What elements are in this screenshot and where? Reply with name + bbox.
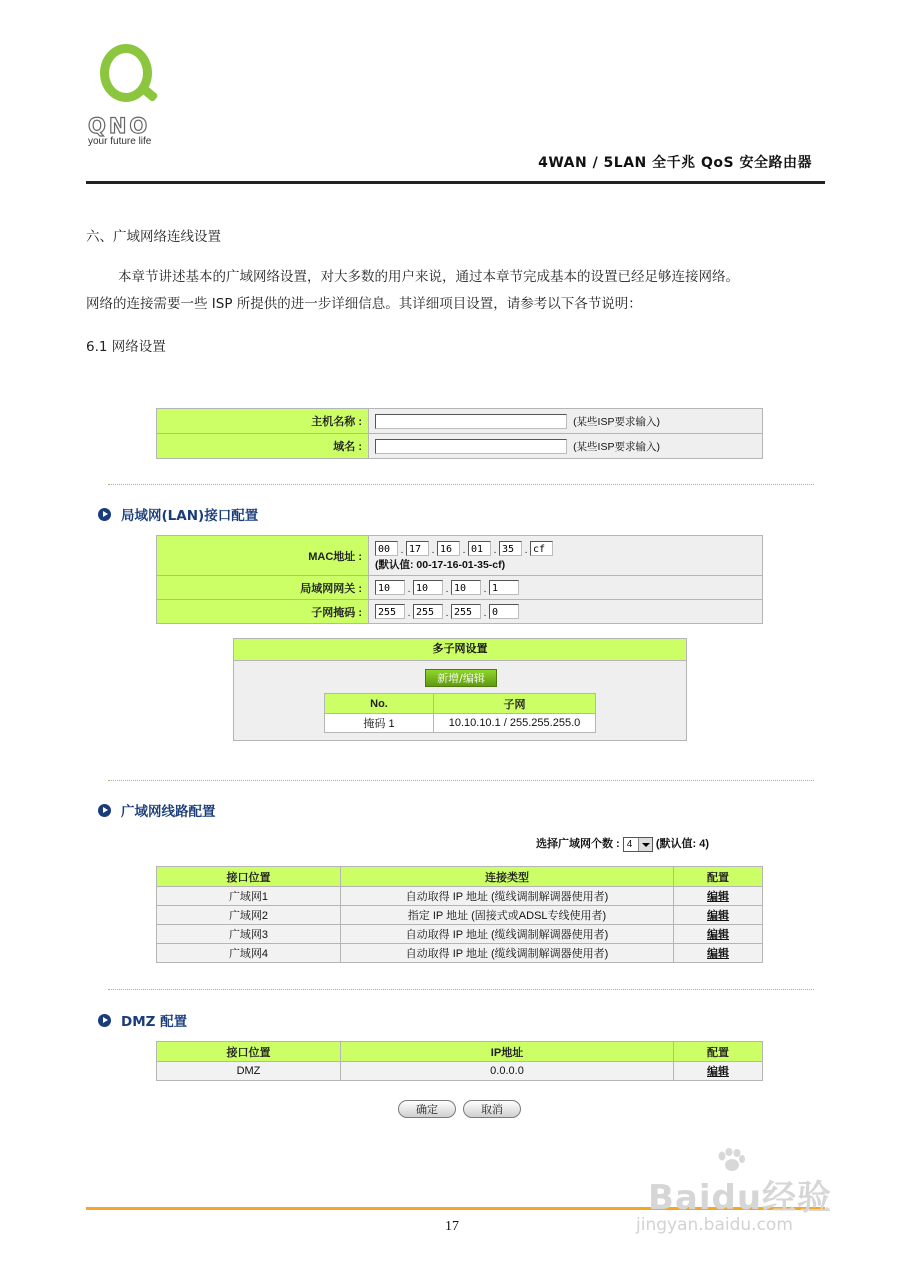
wan-col-port: 接口位置 <box>157 867 341 887</box>
host-name-label: 主机名称 : <box>157 409 369 434</box>
wan-count-row <box>536 835 709 852</box>
divider <box>108 780 814 781</box>
wan-count-select[interactable] <box>623 837 653 852</box>
lan-section-title <box>98 504 258 524</box>
subnet-col-subnet: 子网 <box>434 694 596 714</box>
wan-port: 广域网3 <box>157 925 341 944</box>
table-row <box>157 1062 763 1081</box>
arrow-bullet-icon <box>98 1014 111 1027</box>
logo-tagline: your future life <box>88 136 152 147</box>
table-row <box>157 906 763 925</box>
wan-section-label: 广域网线路配置 <box>121 804 216 820</box>
wan-col-config: 配置 <box>674 867 763 887</box>
watermark-url: jingyan.baidu.com <box>636 1215 793 1235</box>
lan-form: MAC地址 : 00 . 17 . 16 . 01 . 35 . cf (默认值: 00-17-16-01-35-cf) 局域网网关 : 10 . 10 . 10 . 1 子网掩码 : 255 . 255 . 255 . 0 <box>156 535 763 624</box>
header-divider <box>86 181 825 184</box>
product-title: 4WAN / 5LAN 全千兆 QoS 安全路由器 <box>538 155 812 171</box>
wan-type: 自动取得 IP 地址 (缆线调制解调器使用者) <box>341 944 674 963</box>
gateway-octet-4[interactable]: 1 <box>489 580 519 595</box>
host-name-hint: (某些ISP要求输入) <box>573 415 660 428</box>
multi-subnet-panel <box>233 638 687 741</box>
subnet-mask-label: 子网掩码 : <box>157 600 369 624</box>
wan-type: 自动取得 IP 地址 (缆线调制解调器使用者) <box>341 925 674 944</box>
mask-octet-1[interactable]: 255 <box>375 604 405 619</box>
mac-octet-5[interactable]: 35 <box>499 541 522 556</box>
wan-edit-link[interactable]: 编辑 <box>674 925 763 944</box>
domain-name-hint: (某些ISP要求输入) <box>573 440 660 453</box>
wan-type: 指定 IP 地址 (固接式或ADSL专线使用者) <box>341 906 674 925</box>
mac-octet-3[interactable]: 16 <box>437 541 460 556</box>
multi-subnet-title: 多子网设置 <box>234 639 686 661</box>
host-name-input[interactable] <box>375 414 567 429</box>
table-row <box>325 714 596 733</box>
dmz-col-port: 接口位置 <box>157 1042 341 1062</box>
chevron-down-icon[interactable] <box>638 838 652 851</box>
dmz-col-ip: IP地址 <box>341 1042 674 1062</box>
wan-port: 广域网2 <box>157 906 341 925</box>
wan-table <box>156 866 763 963</box>
mac-octet-2[interactable]: 17 <box>406 541 429 556</box>
wan-col-type: 连接类型 <box>341 867 674 887</box>
mac-label: MAC地址 : <box>157 536 369 576</box>
subnet-table <box>324 693 596 733</box>
add-edit-subnet-button[interactable]: 新增/编辑 <box>425 669 497 687</box>
dmz-ip: 0.0.0.0 <box>341 1062 674 1081</box>
wan-count-value: 4 <box>626 838 633 850</box>
logo-text: QNO <box>88 114 151 138</box>
mask-octet-2[interactable]: 255 <box>413 604 443 619</box>
mac-default-note: (默认值: 00-17-16-01-35-cf) <box>375 559 506 571</box>
arrow-bullet-icon <box>98 508 111 521</box>
wan-edit-link[interactable]: 编辑 <box>674 906 763 925</box>
mask-octet-3[interactable]: 255 <box>451 604 481 619</box>
divider <box>108 989 814 990</box>
mac-octet-1[interactable]: 00 <box>375 541 398 556</box>
chapter-heading: 六、广域网络连线设置 <box>86 229 221 245</box>
baidu-paw-icon <box>716 1148 746 1172</box>
gateway-octet-3[interactable]: 10 <box>451 580 481 595</box>
wan-port: 广域网4 <box>157 944 341 963</box>
dmz-edit-link[interactable]: 编辑 <box>674 1062 763 1081</box>
table-row <box>157 925 763 944</box>
subnet-row-value: 10.10.10.1 / 255.255.255.0 <box>434 714 596 733</box>
subnet-row-no: 掩码 1 <box>325 714 434 733</box>
domain-name-input[interactable] <box>375 439 567 454</box>
dmz-table <box>156 1041 763 1081</box>
domain-name-label: 域名 : <box>157 434 369 459</box>
arrow-bullet-icon <box>98 804 111 817</box>
dmz-section-label: DMZ 配置 <box>121 1014 188 1030</box>
wan-count-default: (默认值: 4) <box>655 838 710 850</box>
mac-octet-4[interactable]: 01 <box>468 541 491 556</box>
dmz-port: DMZ <box>157 1062 341 1081</box>
table-row <box>157 887 763 906</box>
wan-count-label: 选择广域网个数 : <box>536 838 620 850</box>
wan-edit-link[interactable]: 编辑 <box>674 887 763 906</box>
subnet-col-no: No. <box>325 694 434 714</box>
cancel-button[interactable]: 取消 <box>463 1100 521 1118</box>
host-form <box>156 408 763 459</box>
gateway-octet-2[interactable]: 10 <box>413 580 443 595</box>
section-heading: 6.1 网络设置 <box>86 339 166 355</box>
mask-octet-4[interactable]: 0 <box>489 604 519 619</box>
mac-octet-6[interactable]: cf <box>530 541 553 556</box>
chapter-paragraph-line2: 网络的连接需要一些 ISP 所提供的进一步详细信息。其详细项目设置，请参考以下各节说明： <box>86 296 642 312</box>
page-number: 17 <box>445 1219 459 1234</box>
wan-type: 自动取得 IP 地址 (缆线调制解调器使用者) <box>341 887 674 906</box>
watermark-brand: Baidu经验 <box>648 1178 833 1218</box>
wan-edit-link[interactable]: 编辑 <box>674 944 763 963</box>
chapter-paragraph-line1: 本章节讲述基本的广域网络设置，对大多数的用户来说，通过本章节完成基本的设置已经足够连接网络。 <box>118 269 739 285</box>
wan-section-title <box>98 800 216 820</box>
lan-section-label: 局域网(LAN)接口配置 <box>121 508 259 524</box>
dmz-section-title <box>98 1010 187 1030</box>
gateway-octet-1[interactable]: 10 <box>375 580 405 595</box>
gateway-label: 局域网网关 : <box>157 576 369 600</box>
dmz-col-config: 配置 <box>674 1042 763 1062</box>
ok-button[interactable]: 确定 <box>398 1100 456 1118</box>
wan-port: 广域网1 <box>157 887 341 906</box>
divider <box>108 484 814 485</box>
table-row <box>157 944 763 963</box>
